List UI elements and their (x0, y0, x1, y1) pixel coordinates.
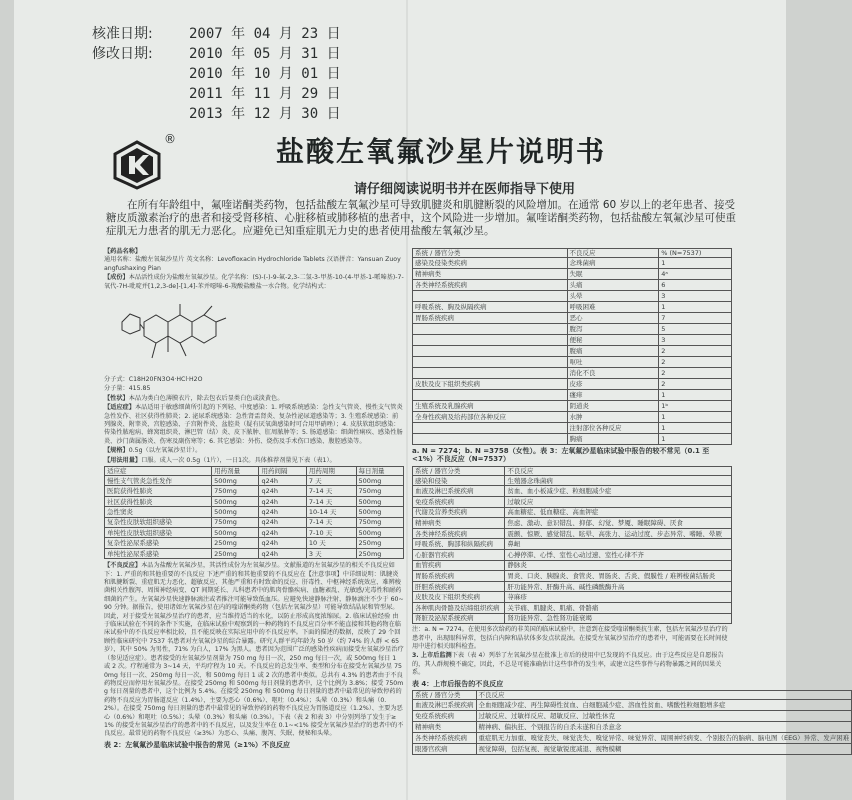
spec-section: 【规格】0.5g（以左氧氟沙星计）。 (104, 447, 202, 455)
date-row: 2013 年 12 月 30 日 (189, 106, 341, 122)
table-row: 呼吸系统、胸部和纵隔疾病 鼻衄 (413, 539, 732, 550)
table-row: 代谢及营养类疾病 高血糖症、低血糖症、高血钾症 (413, 507, 732, 518)
table-header-row: 系统 / 器官分类 不良反应 (413, 466, 732, 475)
structure-drawing (104, 292, 264, 376)
table-row: 腹泻 5 (413, 324, 732, 335)
date-row: 核准日期: 2007 年 04 月 23 日 (92, 26, 341, 42)
table-header-row: 适应症 用药剂量 用药间隔 用药周期 每日剂量 (105, 467, 404, 476)
table-row: 血液及淋巴系统疾病 全血细胞减少症、再生障碍性贫血、白细胞减少症、溶血性贫血、嗜酸性粒细胞增多症 (413, 699, 852, 710)
table-row: 呕吐 2 (413, 357, 732, 368)
table-row: 医院获得性肺炎 750mg q24h 7-14 天 750mg (105, 486, 404, 496)
usage-section: 【用法用量】口服。成人一次 0.5g（1片），一日1次。具体推荐剂量见下表（表1）。 (104, 456, 336, 464)
table-row: 眼器官疾病 视觉障碍，包括复视、视觉敏锐度减退、视物模糊 (413, 743, 852, 754)
leaflet-paper (14, 0, 850, 800)
date-row: 修改日期: 2010 年 05 月 31 日 (92, 46, 341, 62)
table-row: 全身性疾病及给药部位各种反应 水肿 1 (413, 412, 732, 423)
table-row: 精神病类 焦虑、激动、意识错乱、抑郁、幻觉、梦魇、睡眠障碍、厌食 (413, 518, 732, 529)
postmarket-section: 3. 上市后监测下表（表 4）列举了左氧氟沙星在批准上市后的使用中已发现的不良反应。由于这些反应是自愿报告的，其人群规模不确定，因此，不总是可能准确估计这些事件的发生率，或建立这些事件与药物暴露之间的因果关系。 (412, 652, 724, 677)
table-row: 慢性支气管炎急性发作 500mg q24h 7 天 500mg (105, 476, 404, 486)
date-row: 2011 年 11 月 29 日 (189, 86, 341, 102)
table-header-row: 系统 / 器官分类 不良反应 % (N=7537) (413, 249, 732, 258)
table-row: 肾脏及泌尿系统疾病 肾功能异常、急性肾功能衰竭 (413, 613, 732, 624)
dosage-table (104, 466, 404, 559)
table-row: 心脏器官疾病 心搏停滞、心悸、室性心动过速、室性心律不齐 (413, 549, 732, 560)
table-row: 单纯性泌尿系感染 250mg q24h 3 天 250mg (105, 548, 404, 558)
formula-line: 分子式：C18H20FN3O4·HCl·H2O (104, 376, 203, 384)
approval-dates (92, 24, 341, 124)
molecular-weight: 分子量：415.85 (104, 385, 151, 393)
indications-section: 【适应症】本品适用于敏感细菌所引起的下列轻、中度感染：1. 呼吸系统感染：急性支气管炎、慢性支气管炎急性发作、社区获得性肺炎；2. 泌尿系统感染：急性肾盂肾炎、复杂性泌尿道感染等；3. 生殖系统感染：前列腺炎、附睾炎、宫腔感染、子宫附件炎、盆腔炎（疑有厌氧菌感染时可合用甲硝唑）；4. 皮肤软组织感染：传染性脓疱病、蜂窝组织炎、淋巴管（结）炎、皮下脓肿、肛周脓肿等；5. 肠道感染：细菌性痢疾、感染性肠炎、沙门菌属肠炎、伤寒及副伤寒等；6. 其它感染：外伤、烧伤及手术伤口感染、腹腔感染等。 (104, 404, 403, 445)
adverse-section: 【不良反应】本品为盐酸左氧氟沙星，其活性成份为左氧氟沙星。文献报道的左氧氟沙星的相关不良反应如下：1. 严重的和其他重要的不良反应 下述严重的和其他重要的不良反应在【注意事项】中详细说明：肌腱炎和肌腱断裂、重症肌无力恶化、超敏反应、其他严重和有时致命的反应、肝毒性、中枢神经系统效应、难辨梭菌相关性腹泻、周围神经病变、QT 间期延长、儿科患者中的肌肉骨骼疾病、血糖紊乱、光敏感/光毒性和耐药细菌的产生。左氧氟沙星快速静脉滴注或者推注可能导致低血压。应避免快速静脉注射，静脉滴注不少于 60~90 分钟。据报告，使用诸如左氧氟沙星在内的喹诺酮类药物（包括左氧氟沙星）可能导致结晶尿和管型尿。因此，对于接受左氧氟沙星治疗的患者，应当维持适当的水化，以防止形成高度浓缩尿。2. 临床试验经验 由于临床试验在不同的条件下实施，在临床试验中观察到的一种药物的不良反应百分率不能直接和其他药物在临床试验中的不良反应率相比较，且不能反映在实际应用中的不良反应率。下面的描述的数据，反映了 29 个回顾性临床研究中 7537 名患者对左氧氟沙星的综合暴露。研究人群平均年龄为 50 岁（约 74% 的人群 < 65 岁），其中 50% 为男性，71% 为白人，17% 为黑人。患者因为范围广泛的感染性疾病而接受左氧氟沙星治疗（参见适应症）。患者接受的左氧氟沙星剂量为 750 mg 每日一次，250 mg 每日一次，或 500mg 每日 1 或 2 次。疗程通常为 3~14 天，平均疗程为 10 天。不良反应的总发生率、类型和分布在接受左氧氟沙星 750mg 每日一次、250mg 每日一次、和 500mg 每日 1 或 2 次的患者中类似。总共有 4.3% 的患者由于不良药物反应而停用左氧氟沙星。在接受 250mg 和 500mg 每日剂量的患者中，这个比例为 3.8%；接受 750mg 每日剂量的患者中，这个比例为 5.4%。在接受 250mg 和 500mg 每日剂量的患者中最常见的导致停药的药物不良反应为胃肠道反应（1.4%），主要为恶心（0.6%）、呕吐（0.4%）；头晕（0.3%）和头痛（0.2%）。在接受 750mg 每日剂量的患者中最常见的导致停药的药物不良反应为胃肠道反应（1.2%）、主要为恶心（0.6%）和呕吐（0.5%）；头晕（0.3%）和头痛（0.3%）。下表（表 2 和表 3）中分别列举了发生于≥1% 的接受左氧氟沙星治疗的患者中的不良反应，以及发生率在 0.1~<1% 接受左氧氟沙星治疗的患者中的不良反应。最常见的药物不良反应（≥3%）为恶心、头痛、腹泻、失眠、便秘和头晕。 (104, 562, 404, 738)
table-row: 胸痛 1 (413, 434, 732, 445)
less-common-adverse-table (412, 466, 732, 624)
table-row: 腹痛 2 (413, 346, 732, 357)
table2-caption: 表 2：左氧氟沙星临床试验中报告的常见（≥1%）不良反应 (104, 740, 291, 749)
table-row: 感染和侵染 生殖器念珠菌病 (413, 475, 732, 486)
company-logo-icon (113, 140, 161, 190)
table-row: 精神病类 失眠 4ᵃ (413, 269, 732, 280)
common-adverse-table (412, 248, 732, 445)
table-row: 各类神经系统疾病 震颤、惊厥、感觉错乱、眩晕、高张力、运动过度、步态异常、嗜睡、晕厥 (413, 528, 732, 539)
table-row: 各类神经系统疾病 头痛 6 (413, 280, 732, 291)
table-row: 胃肠系统疾病 恶心 7 (413, 313, 732, 324)
table4-caption: 表 4：上市后报告的不良反应 (412, 679, 504, 688)
table-row: 各种肌肉骨骼及结缔组织疾病 关节痛、肌腱炎、肌痛、骨骼痛 (413, 602, 732, 613)
table-row: 瘙痒 1 (413, 390, 732, 401)
table-row: 急性窦炎 500mg q24h 10-14 天 500mg (105, 507, 404, 517)
properties-section: 【性状】本品为类白色薄膜衣片，除去包衣后显类白色或淡黄色。 (104, 394, 284, 402)
table-row: 生殖系统及乳腺疾病 阴道炎 1ᵇ (413, 401, 732, 412)
boxed-warning: 在所有年龄组中，氟喹诺酮类药物，包括盐酸左氧氟沙星可导致肌腱炎和肌腱断裂的风险增加。在通常 60 岁以上的老年患者、接受糖皮质激素治疗的患者和接受肾移植、心脏移植或肺移植的患者中，这个风险进一步增加。氟喹诺酮类药物，包括盐酸左氧氟沙星可使重症肌无力患者的肌无力恶化。应避免已知重症肌无力史的患者使用盐酸左氧氟沙星。 (106, 199, 736, 237)
table-row: 单纯性皮肤软组织感染 500mg q24h 7-10 天 500mg (105, 528, 404, 538)
document-title: 盐酸左氧氟沙星片说明书 (276, 135, 607, 168)
table-row: 血管疾病 静脉炎 (413, 560, 732, 571)
drug-name-section: 【药品名称】 通用名称：盐酸左氧氟沙星片 英文名称：Levofloxacin Hydrochloride Tablets 汉语拼音：Yansuan Zuoyangfushaxing Pian (104, 248, 401, 272)
table-row: 消化不良 2 (413, 368, 732, 379)
left-column (104, 248, 404, 800)
table-row: 免疫系统疾病 过敏反应 (413, 497, 732, 508)
table1-note: a. N = 7274；b. N =3758（女性）。表 3：左氧氟沙星临床试验中报告的较不常见（0.1 至 <1%）不良反应（N=7537） (412, 447, 710, 464)
registered-mark-icon: ® (164, 132, 176, 146)
table-row: 复杂性泌尿系感染 250mg q24h 10 天 250mg (105, 538, 404, 548)
document-subtitle: 请仔细阅读说明书并在医师指导下使用 (354, 182, 576, 197)
table-header-row: 系统 / 器官分类 不良反应 (413, 690, 852, 699)
table-row: 免疫系统疾病 过敏反应、过敏样反应、超敏反应、过敏性休克 (413, 710, 852, 721)
date-row: 2010 年 10 月 01 日 (189, 66, 341, 82)
table-row: 注射部位各种反应 1 (413, 423, 732, 434)
chemical-structure (104, 292, 404, 376)
right-column (412, 248, 850, 800)
table-row: 胃肠系统疾病 胃炎、口炎、胰腺炎、食管炎、胃肠炎、舌炎、假膜性 / 难辨梭菌结肠炎 (413, 571, 732, 582)
table-row: 感染及侵染类疾病 念珠菌病 1 (413, 258, 732, 269)
table-row: 肝胆系统疾病 肝功能异常、肝酶升高、碱性磷酸酶升高 (413, 581, 732, 592)
table-row: 头晕 3 (413, 291, 732, 302)
table-row: 皮肤及皮下组织类疾病 皮疹 2 (413, 379, 732, 390)
table-row: 复杂性皮肤软组织感染 750mg q24h 7-14 天 750mg (105, 517, 404, 527)
postmarket-adverse-table (412, 690, 852, 755)
table-row: 血液及淋巴系统疾病 贫血、血小板减少症、粒细胞减少症 (413, 486, 732, 497)
table-row: 精神病类 精神病、偏执狂、个别报告的自杀未遂和自杀意念 (413, 721, 852, 732)
table-row: 呼吸系统、胸及纵隔疾病 呼吸困难 1 (413, 302, 732, 313)
table2-note: 注：a. N = 7274。在使用多次给药的非美国的临床试验中，注意到在接受喹诺酮类抗生素，包括左氧氟沙星治疗的患者中，出现眼科异常，包括白内障和晶状体多发点状混浊。在接受左氧氟沙星治疗的患者中，可能需要在长时间使用中进行相关眼科检查。 (412, 626, 728, 650)
ingredient-section: 【成份】本品活性成份为盐酸左氧氟沙星。化学名称：(S)-(-)-9-氟-2,3-二氢-3-甲基-10-(4-甲基-1-哌嗪基)-7-氧代-7H-吡啶并[1,2,3-de]-[1,4]-苯并噁嗪-6-羧酸盐酸盐一水合物。化学结构式： (104, 274, 404, 290)
table-row: 皮肤及皮下组织类疾病 荨麻疹 (413, 592, 732, 603)
table-row: 便秘 3 (413, 335, 732, 346)
table-row: 社区获得性肺炎 500mg q24h 7-14 天 500mg (105, 496, 404, 506)
table-row: 各类神经系统疾病 重症肌无力加重、嗅觉丧失、味觉丧失、嗅觉异常、味觉异常、周围神经病变、个别报告的脑病、脑电图（EEG）异常、发声困难 (413, 732, 852, 743)
